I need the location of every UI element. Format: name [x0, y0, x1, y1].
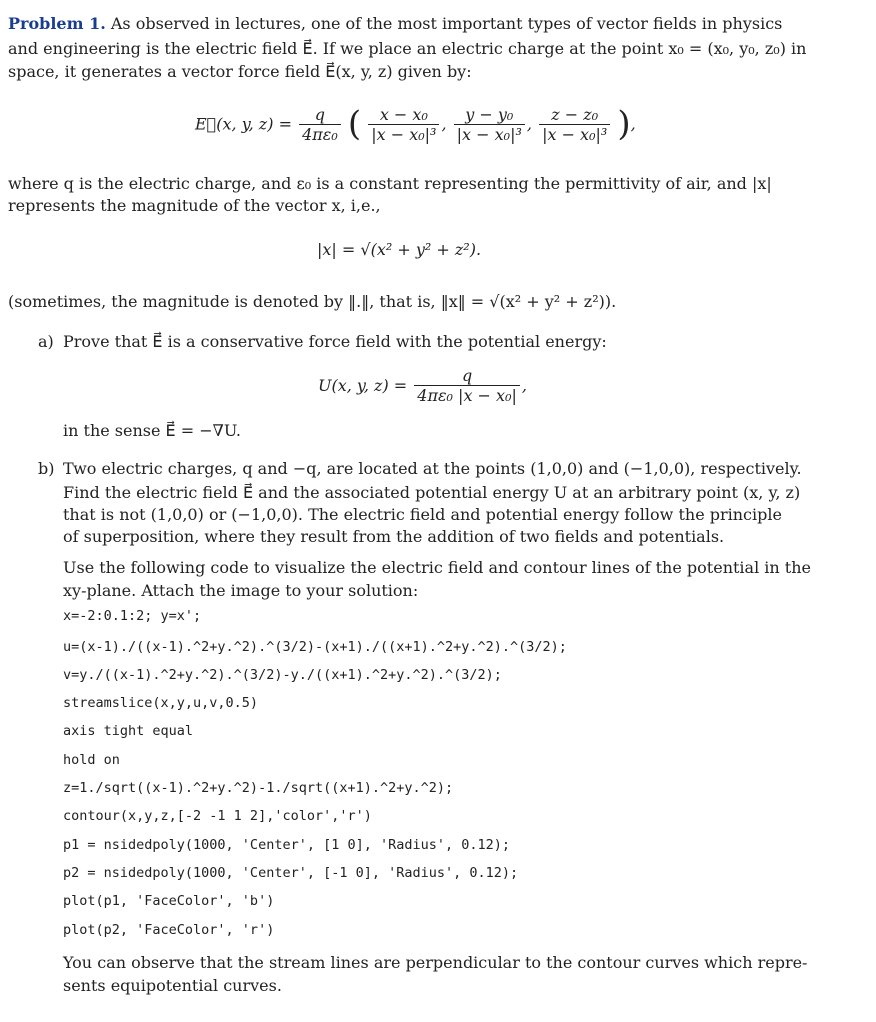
- eq-f2-num: y − y₀: [454, 105, 525, 125]
- u-num: q: [414, 366, 520, 386]
- eq-component-z: [539, 105, 610, 144]
- eq-f2-den: |x − x₀|³: [456, 124, 522, 144]
- code-line: v=y./((x-1).^2+y.^2).^(3/2)-y./((x+1).^2+y.^2).^(3/2);: [63, 667, 502, 683]
- eq-f1-den: |x − x₀|³: [371, 124, 437, 144]
- eq-f1-num: x − x₀: [368, 105, 439, 125]
- part-b-line-1: Two electric charges, q and −q, are located at the points (1,0,0) and (−1,0,0), respectively.: [63, 459, 802, 478]
- part-b-line-4: of superposition, where they result from the addition of two fields and potentials.: [63, 527, 725, 546]
- eq-coefficient: [299, 105, 341, 144]
- use-line-2: xy-plane. Attach the image to your solution:: [63, 581, 419, 600]
- part-a-text: Prove that E⃗ is a conservative force field with the potential energy:: [63, 332, 607, 351]
- code-line: plot(p2, 'FaceColor', 'r'): [63, 922, 275, 938]
- code-line: z=1./sqrt((x-1).^2+y.^2)-1./sqrt((x+1).^2+y.^2);: [63, 780, 454, 796]
- where-line-1: where q is the electric charge, and ε₀ is a constant representing the permittivity of air, and |x|: [8, 174, 772, 193]
- part-b-label: b): [38, 459, 55, 478]
- u-den: 4πε₀ |x − x₀|: [417, 386, 517, 405]
- eq-f3-num: z − z₀: [539, 105, 610, 125]
- code-line: x=-2:0.1:2; y=x';: [63, 608, 202, 624]
- open-paren: (: [347, 104, 362, 144]
- sense-line: in the sense E⃗ = −∇U.: [63, 421, 241, 440]
- closing-line-2: sents equipotential curves.: [63, 976, 282, 995]
- code-line: axis tight equal: [63, 723, 194, 739]
- code-line: p1 = nsidedpoly(1000, 'Center', [1 0], 'Radius', 0.12);: [63, 837, 511, 853]
- code-line: u=(x-1)./((x-1).^2+y.^2).^(3/2)-(x+1)./((x+1).^2+y.^2).^(3/2);: [63, 639, 567, 655]
- intro-line-2: and engineering is the electric field E⃗. If we place an electric charge at the point x₀ = (x₀, y₀, z₀) in: [8, 39, 807, 58]
- u-fraction: [414, 366, 520, 405]
- u-comma: ,: [521, 376, 527, 395]
- eq-coef-num: q: [299, 105, 341, 125]
- code-line: p2 = nsidedpoly(1000, 'Center', [-1 0], 'Radius', 0.12);: [63, 865, 519, 881]
- part-b-line-2: Find the electric field E⃗ and the associated potential energy U at an arbitrary point (x, y, z): [63, 483, 801, 502]
- code-line: hold on: [63, 752, 120, 768]
- u-lhs: U(x, y, z) =: [318, 376, 408, 395]
- problem-heading: Problem 1.: [8, 14, 106, 33]
- sometimes-line: (sometimes, the magnitude is denoted by ‖.‖, that is, ‖x‖ = √(x² + y² + z²)).: [8, 292, 617, 311]
- closing-line-1: You can observe that the stream lines are perpendicular to the contour curves which repre-: [63, 953, 808, 972]
- code-line: plot(p1, 'FaceColor', 'b'): [63, 893, 275, 909]
- code-line: contour(x,y,z,[-2 -1 1 2],'color','r'): [63, 808, 372, 824]
- eq-component-y: [454, 105, 525, 144]
- intro-text-1: As observed in lectures, one of the most important types of vector fields in physics: [110, 14, 783, 33]
- where-line-2: represents the magnitude of the vector x, i,e.,: [8, 196, 381, 215]
- magnitude-equation: |x| = √(x² + y² + z²).: [317, 240, 482, 259]
- part-b-line-3: that is not (1,0,0) or (−1,0,0). The electric field and potential energy follow the principle: [63, 505, 782, 524]
- eq-component-x: [368, 105, 439, 144]
- intro-line-3: space, it generates a vector force field E⃗(x, y, z) given by:: [8, 62, 472, 81]
- close-paren: ): [617, 104, 631, 144]
- eq-lhs: E⃗(x, y, z) =: [195, 114, 292, 134]
- intro-line-1: [8, 12, 782, 36]
- part-a-label: a): [38, 332, 54, 351]
- potential-equation: [318, 366, 527, 405]
- code-line: streamslice(x,y,u,v,0.5): [63, 695, 259, 711]
- eq-coef-den: 4πε₀: [302, 124, 338, 144]
- use-line-1: Use the following code to visualize the electric field and contour lines of the potential in the: [63, 558, 811, 577]
- electric-field-equation: E⃗(x, y, z) = $\frac{q}{\text{4πε₀}}$ ( $\frac{\text{x − x₀}}{\text{|x − x₀|³}}$ , $\frac{\text{y − y₀}}{\text{|x − x₀|³}}$ , $\frac{\text{z − z₀}}{\text{|x − x₀|³}}$ ),: [195, 104, 636, 144]
- eq-f3-den: |x − x₀|³: [542, 124, 608, 144]
